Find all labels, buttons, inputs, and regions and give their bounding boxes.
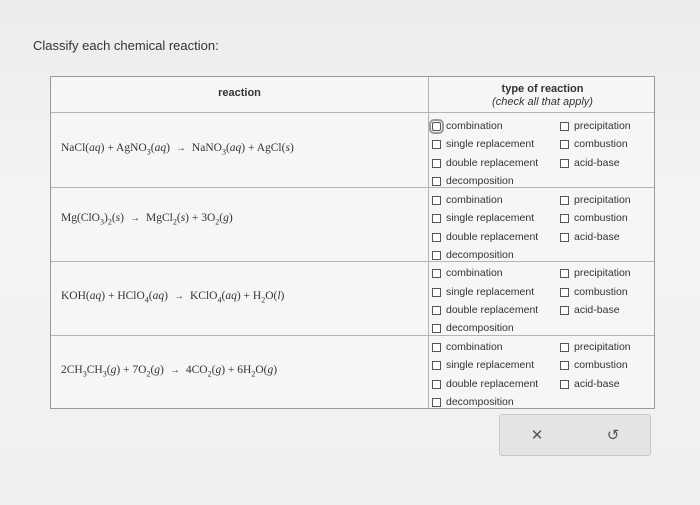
checkbox[interactable] [432, 122, 441, 131]
option-precipitation[interactable]: precipitation [560, 341, 631, 353]
checkbox[interactable] [432, 251, 441, 260]
checkbox[interactable] [432, 324, 441, 333]
checkbox[interactable] [560, 122, 569, 131]
checkbox[interactable] [432, 343, 441, 352]
reaction-column-header: reaction [218, 87, 261, 99]
option-acid-base[interactable]: acid-base [560, 304, 620, 316]
answer-button-bar [499, 414, 651, 456]
checkbox[interactable] [432, 269, 441, 278]
checkbox[interactable] [560, 343, 569, 352]
option-decomposition[interactable]: decomposition [432, 249, 514, 261]
checkbox[interactable] [432, 361, 441, 370]
type-header-title: type of reaction [501, 83, 584, 95]
option-single-replacement[interactable]: single replacement [432, 212, 534, 224]
reaction-equation-3: KOH(aq) + HClO$_4$(aq) → KClO$_4$(aq) + $H_2O(l)$ [61, 290, 285, 305]
option-combustion[interactable]: combustion [560, 212, 628, 224]
undo-icon: ↺ [606, 427, 620, 444]
option-decomposition[interactable]: decomposition [432, 396, 514, 408]
checkbox[interactable] [432, 233, 441, 242]
row-divider [51, 261, 654, 262]
reaction-equation-2: $Mg(ClO_3)_2(s)$ → MgCl$_2$(s) + $3O_2(g)$ [61, 212, 233, 227]
option-double-replacement[interactable]: double replacement [432, 157, 538, 169]
checkbox[interactable] [560, 159, 569, 168]
option-combination[interactable]: combination [432, 120, 503, 132]
option-combination[interactable]: combination [432, 341, 503, 353]
option-precipitation[interactable]: precipitation [560, 120, 631, 132]
checkbox[interactable] [432, 140, 441, 149]
checkbox[interactable] [560, 140, 569, 149]
undo-button[interactable] [598, 423, 628, 447]
option-double-replacement[interactable]: double replacement [432, 378, 538, 390]
reaction-equation-4: $2CH_3CH_3(g) + 7O_2(g) \to 4CO_2(g) + 6H_2O(g)$ [61, 364, 278, 379]
x-icon: ✕ [530, 427, 544, 444]
question-prompt: Classify each chemical reaction: [33, 38, 219, 53]
row-divider [51, 187, 654, 188]
checkbox[interactable] [432, 380, 441, 389]
option-precipitation[interactable]: precipitation [560, 267, 631, 279]
option-single-replacement[interactable]: single replacement [432, 286, 534, 298]
checkbox[interactable] [432, 159, 441, 168]
option-precipitation[interactable]: precipitation [560, 194, 631, 206]
option-double-replacement[interactable]: double replacement [432, 304, 538, 316]
option-combustion[interactable]: combustion [560, 138, 628, 150]
checkbox[interactable] [432, 177, 441, 186]
checkbox[interactable] [432, 196, 441, 205]
checkbox[interactable] [432, 288, 441, 297]
option-decomposition[interactable]: decomposition [432, 175, 514, 187]
option-double-replacement[interactable]: double replacement [432, 231, 538, 243]
option-decomposition[interactable]: decomposition [432, 322, 514, 334]
option-combination[interactable]: combination [432, 267, 503, 279]
option-acid-base[interactable]: acid-base [560, 231, 620, 243]
checkbox[interactable] [560, 306, 569, 315]
row-divider [51, 335, 654, 336]
option-acid-base[interactable]: acid-base [560, 157, 620, 169]
option-combustion[interactable]: combustion [560, 359, 628, 371]
option-single-replacement[interactable]: single replacement [432, 359, 534, 371]
reaction-equation-1: NaCl(aq) + AgNO$_3$(aq) → NaNO$_3$(aq) + AgCl(s) [61, 142, 294, 157]
type-header-subtitle: (check all that apply) [492, 96, 593, 108]
checkbox[interactable] [560, 196, 569, 205]
checkbox[interactable] [560, 361, 569, 370]
checkbox[interactable] [560, 214, 569, 223]
clear-button[interactable] [522, 423, 552, 447]
classification-table [50, 76, 655, 409]
checkbox[interactable] [432, 306, 441, 315]
checkbox[interactable] [432, 214, 441, 223]
checkbox[interactable] [560, 269, 569, 278]
checkbox[interactable] [560, 380, 569, 389]
option-combination[interactable]: combination [432, 194, 503, 206]
column-divider [428, 77, 429, 408]
option-acid-base[interactable]: acid-base [560, 378, 620, 390]
checkbox[interactable] [560, 233, 569, 242]
checkbox[interactable] [432, 398, 441, 407]
option-combustion[interactable]: combustion [560, 286, 628, 298]
type-column-header [429, 83, 656, 109]
checkbox[interactable] [560, 288, 569, 297]
option-single-replacement[interactable]: single replacement [432, 138, 534, 150]
row-divider [51, 112, 654, 113]
